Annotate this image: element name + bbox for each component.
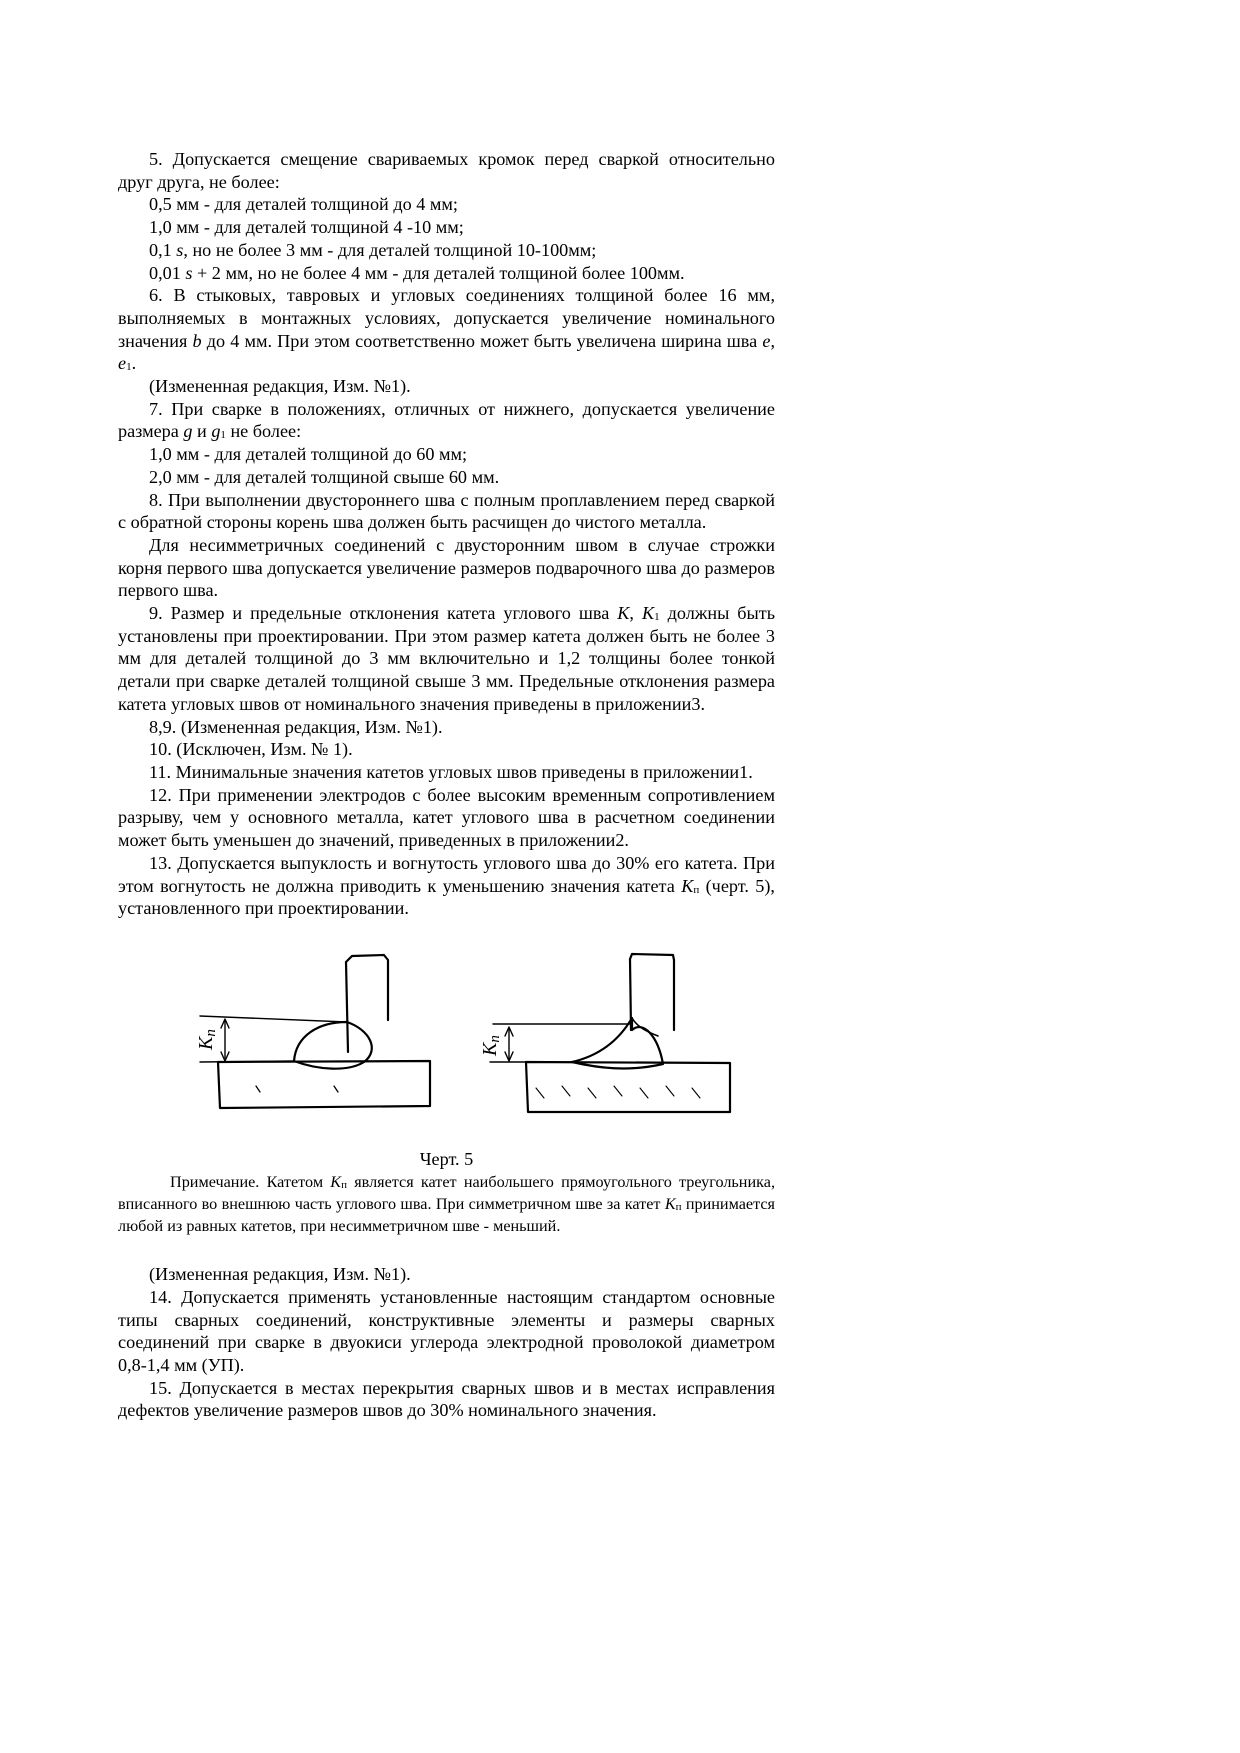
- para-8-9-revision: 8,9. (Измененная редакция, Изм. №1).: [149, 716, 443, 737]
- para-9: 9. Размер и предельные отклонения катета углового шва K, K1 должны быть установлены при проектировании. При этом размер катета должен быть не более 3 мм для деталей толщиной до 3 мм включительно и 1,2 толщины более тонкой детали при сварке деталей толщиной свыше 3 мм. Предельные отклонения размера катета угловых швов от номинального значения приведены в приложении3.: [118, 603, 776, 714]
- para-13: 13. Допускается выпуклость и вогнутость углового шва до 30% его катета. При этом вогнутость не должна приводить к уменьшению значения катета Kп (черт. 5), установленного при проектировании.: [118, 852, 775, 919]
- para-11: 11. Минимальные значения катетов угловых швов приведены в приложении1.: [149, 761, 753, 782]
- para-7: 7. При сварке в положениях, отличных от нижнего, допускается увеличение размера g и g1 не более:: [118, 398, 775, 442]
- para-10: 10. (Исключен, Изм. № 1).: [149, 739, 353, 760]
- figure-5: [118, 940, 775, 1152]
- para-12: 12. При применении электродов с более высоким временным сопротивлением разрыву, чем у основного металла, катет углового шва в расчетном соединении может быть уменьшен до значений, приведенных в приложении2.: [118, 784, 775, 851]
- para-14: 14. Допускается применять установленные настоящим стандартом основные типы сварных соединений, конструктивные элементы и размеры сварных соединений при сварке в двуокиси углерода электродной проволокой диаметром 0,8-1,4 мм (УП).: [118, 1286, 775, 1376]
- para-5-item-4: 0,01 s + 2 мм, но не более 4 мм - для деталей толщиной более 100мм.: [149, 262, 685, 283]
- para-7-item-2: 2,0 мм - для деталей толщиной свыше 60 мм.: [149, 466, 500, 487]
- para-8: 8. При выполнении двустороннего шва с полным проплавлением перед сваркой с обратной стороны корень шва должен быть расчищен до чистого металла.: [118, 489, 775, 533]
- para-6: 6. В стыковых, тавровых и угловых соединениях толщиной более 16 мм, выполняемых в монтажных условиях, допускается увеличение номинального значения b до 4 мм. При этом соответственно может быть увеличена ширина шва e, e1.: [118, 285, 775, 374]
- para-8-b: Для несимметричных соединений с двусторонним швом в случае строжки корня первого шва допускается увеличение размеров подварочного шва до размеров первого шва.: [118, 534, 775, 601]
- right-weld-sketch: [490, 954, 730, 1112]
- para-6-revision: (Измененная редакция, Изм. №1).: [149, 376, 411, 397]
- para-5-item-3: 0,1 s, но не более 3 мм - для деталей толщиной 10-100мм;: [149, 239, 597, 260]
- figure-note: Примечание. Катетом Kп является катет наибольшего прямоугольного треугольника, вписанного во внешнюю часть углового шва. При симметричном шве за катет Kп принимается любой из равных катетов, при несимметричном шве - меньший.: [118, 1172, 775, 1236]
- left-weld-sketch: [200, 955, 430, 1108]
- right-kn-label: Kп: [479, 1035, 503, 1056]
- para-15: 15. Допускается в местах перекрытия сварных швов и в местах исправления дефектов увеличение размеров швов до 30% номинального значения.: [118, 1377, 775, 1421]
- para-13-revision: (Измененная редакция, Изм. №1).: [149, 1264, 411, 1285]
- left-kn-label: Kп: [195, 1029, 219, 1050]
- para-7-item-1: 1,0 мм - для деталей толщиной до 60 мм;: [149, 444, 468, 465]
- para-5-item-2: 1,0 мм - для деталей толщиной 4 -10 мм;: [149, 217, 464, 238]
- para-5: 5. Допускается смещение свариваемых кромок перед сваркой относительно друг друга, не более:: [118, 149, 775, 192]
- figure-caption: Черт. 5: [419, 1148, 474, 1169]
- document-page: [118, 148, 775, 1422]
- fillet-weld-drawing: [118, 940, 775, 1130]
- para-5-item-1: 0,5 мм - для деталей толщиной до 4 мм;: [149, 194, 458, 215]
